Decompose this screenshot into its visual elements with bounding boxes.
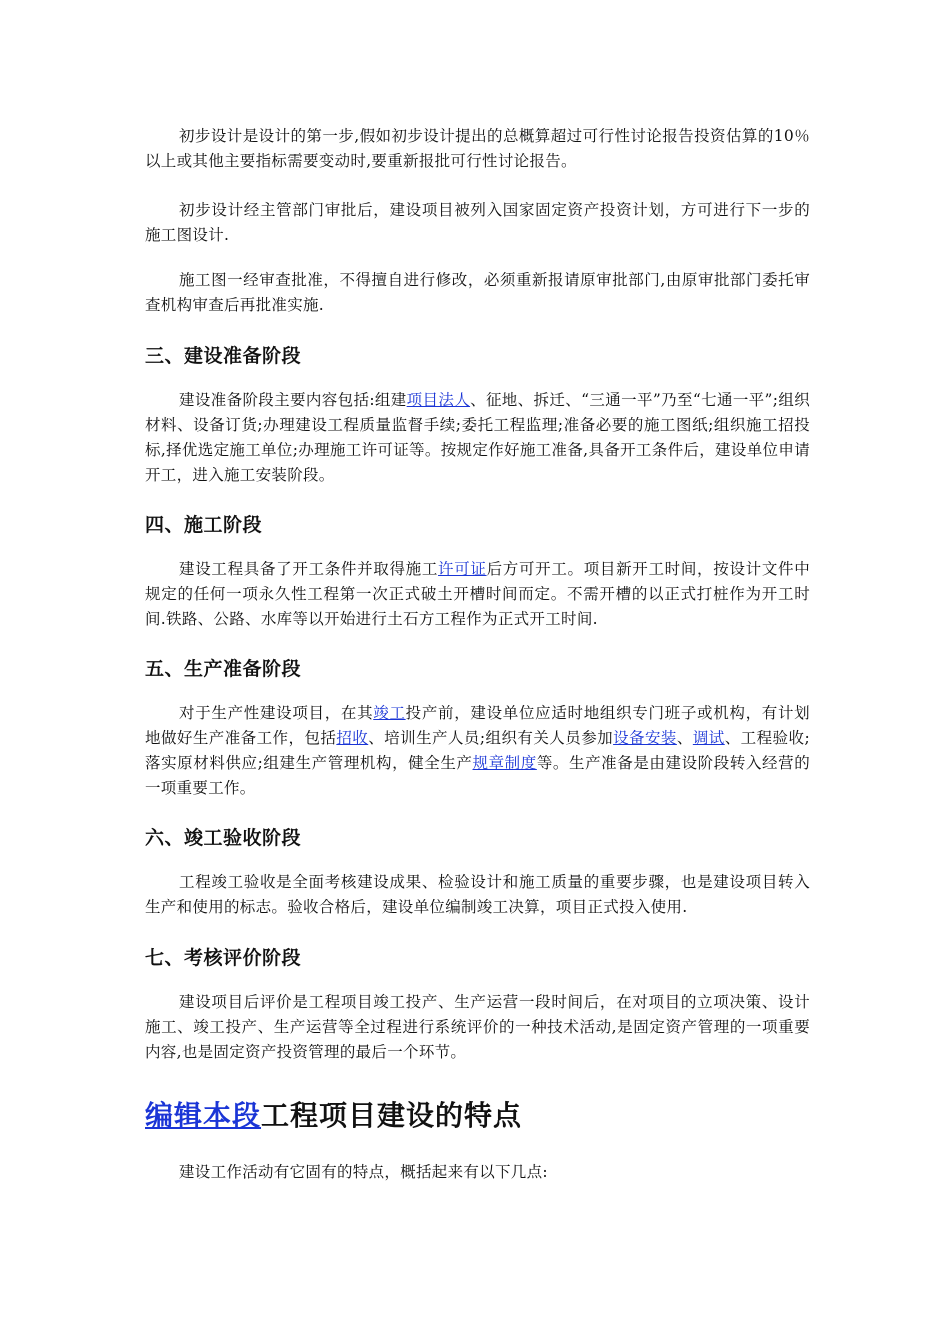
paragraph-production-preparation — [145, 701, 810, 801]
text-span: 等。生产准备是由建设阶段转入经营的一项重要工作。 — [145, 754, 810, 797]
section-title — [145, 1094, 522, 1134]
text-span: 建设准备阶段主要内容包括:组建 — [179, 391, 407, 409]
text-span: 、培训生产人员;组织有关人员参加 — [368, 729, 614, 747]
text-span: 后方可开工。项目新开工时间，按设计文件中规定的任何一项永久性工程第一次正式破土开槽时间而定。不需开槽的以正式打桩作为开工时间.铁路、公路、水库等以开始进行土石方工程作为正式开工时间. — [145, 560, 810, 628]
text-span: 、征地、拆迁、“三通一平”乃至“七通一平”;组织材料、设备订货;办理建设工程质量监督手续;委托工程监理;准备必要的施工图纸;组织施工招投标,择优选定施工单位;办理施工许可证等。按规定作好施工准备,具备开工条件后，建设单位申请开工，进入施工安装阶段。 — [145, 391, 811, 484]
heading-construction-stage: 四、施工阶段 — [145, 514, 263, 536]
paragraph-completion-acceptance: 工程竣工验收是全面考核建设成果、检验设计和施工质量的重要步骤，也是建设项目转入生产和使用的标志。验收合格后，建设单位编制竣工决算，项目正式投入使用. — [145, 873, 810, 916]
heading-completion-acceptance: 六、竣工验收阶段 — [145, 827, 302, 849]
paragraph-construction-preparation — [145, 388, 810, 488]
link-permit[interactable]: 许可证 — [438, 560, 487, 578]
paragraph-features-intro: 建设工作活动有它固有的特点，概括起来有以下几点: — [179, 1163, 548, 1181]
link-equipment-installation[interactable]: 设备安装 — [613, 729, 677, 747]
text-span: 建设工程具备了开工条件并取得施工 — [179, 560, 439, 578]
link-debugging[interactable]: 调试 — [692, 729, 725, 747]
paragraph-construction-drawing: 施工图一经审查批准，不得擅自进行修改，必须重新报请原审批部门,由原审批部门委托审查机构审查后再批准实施. — [145, 271, 810, 314]
text-span: 投产前，建设单位应适时地组织专门班子或机构，有计划地做好生产准备工作，包括 — [145, 704, 810, 747]
link-regulations[interactable]: 规章制度 — [472, 754, 537, 772]
paragraph-approval: 初步设计经主管部门审批后，建设项目被列入国家固定资产投资计划，方可进行下一步的施工图设计. — [145, 201, 810, 244]
link-completion[interactable]: 竣工 — [373, 704, 406, 722]
edit-section-link[interactable]: 编辑本段 — [145, 1099, 262, 1132]
heading-production-preparation: 五、生产准备阶段 — [145, 658, 302, 680]
paragraph-evaluation: 建设项目后评价是工程项目竣工投产、生产运营一段时间后，在对项目的立项决策、设计施工、竣工投产、生产运营等全过程进行系统评价的一种技术活动,是固定资产管理的一项重要内容,也是固定资产投资管理的最后一个环节。 — [145, 993, 810, 1061]
heading-construction-preparation: 三、建设准备阶段 — [145, 345, 302, 367]
text-span: 对于生产性建设项目，在其 — [179, 704, 374, 722]
link-recruitment[interactable]: 招收 — [336, 729, 369, 747]
paragraph-construction-stage — [145, 557, 810, 632]
heading-evaluation: 七、考核评价阶段 — [145, 947, 302, 969]
text-span: 、工程验收;落实原材料供应;组建生产管理机构，健全生产 — [145, 729, 810, 772]
text-span: 、 — [676, 729, 693, 747]
section-title-text: 工程项目建设的特点 — [261, 1099, 523, 1132]
paragraph-preliminary-design: 初步设计是设计的第一步,假如初步设计提出的总概算超过可行性讨论报告投资估算的10％以上或其他主要指标需要变动时,要重新报批可行性讨论报告。 — [145, 127, 810, 170]
link-project-legal-person[interactable]: 项目法人 — [406, 391, 471, 409]
